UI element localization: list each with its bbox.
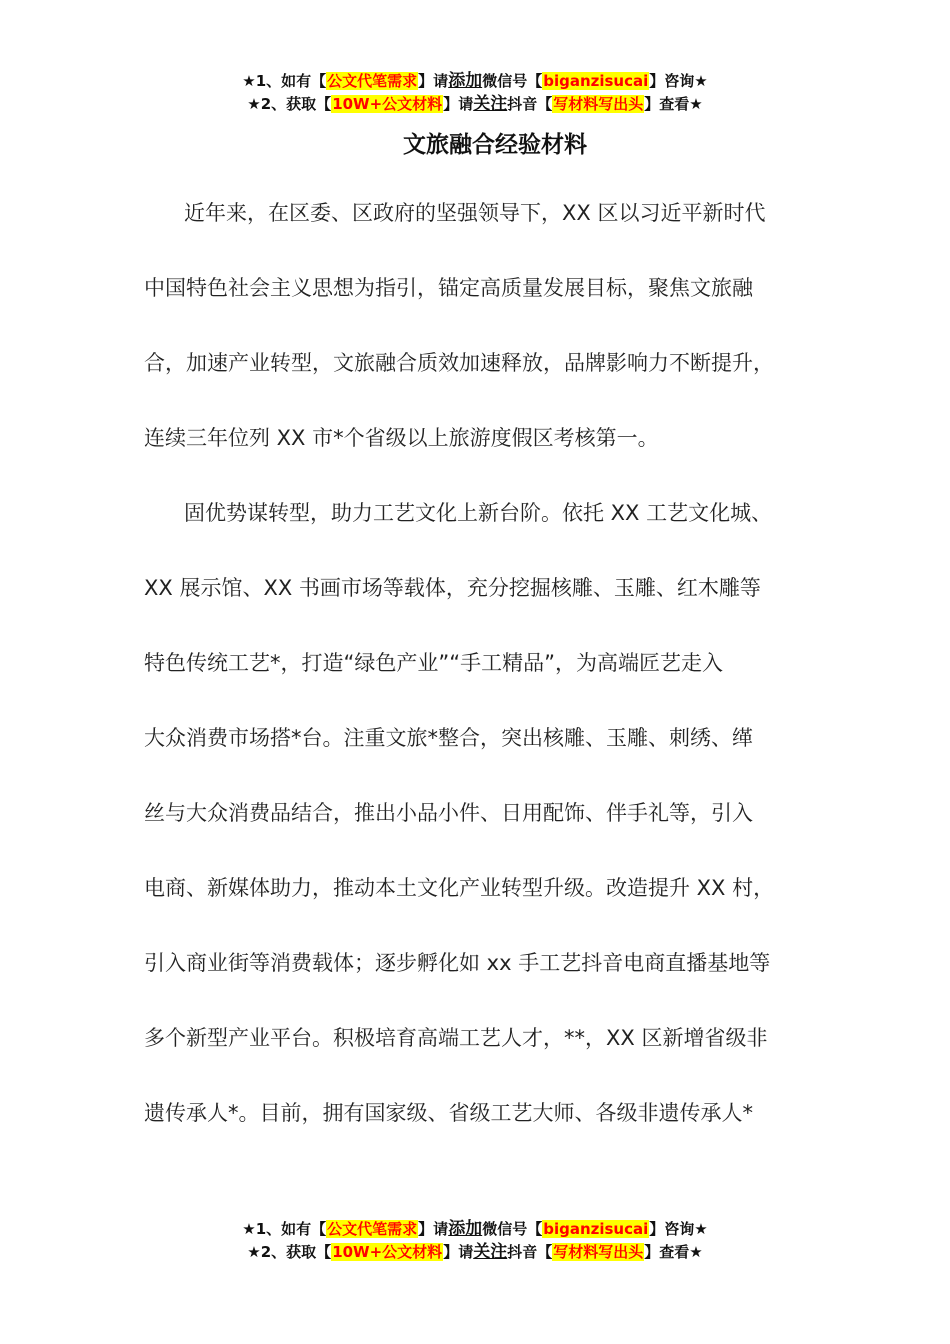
- paragraph-intro: [144, 176, 812, 476]
- text-line: 大众消费市场搭*台。注重文旅*整合，突出核雕、玉雕、刺绣、缂: [144, 726, 753, 750]
- text-line: 电商、新媒体助力，推动本土文化产业转型升级。改造提升 XX 村，: [144, 876, 775, 900]
- text-line: 特色传统工艺*，打造“绿色产业”“手工精品”，为高端匠艺走入: [144, 651, 724, 675]
- promo-douyin-id: 写材料写出头: [553, 95, 644, 113]
- promo-text: ★2、获取【: [247, 1243, 332, 1261]
- promo-line-1: [0, 1218, 950, 1241]
- promo-text: 抖音【: [507, 95, 553, 113]
- promo-header-top: [0, 70, 950, 116]
- promo-line-1: [0, 70, 950, 93]
- text-line: 固优势谋转型，助力工艺文化上新台阶。依托 XX 工艺文化城、: [184, 501, 773, 525]
- promo-text: 】咨询★: [649, 72, 708, 90]
- promo-highlight: 10W+公文材料: [332, 1243, 443, 1261]
- text-line: XX 展示馆、XX 书画市场等载体，充分挖掘核雕、玉雕、红木雕等: [144, 576, 761, 600]
- promo-highlight: 公文代笔需求: [327, 1220, 418, 1238]
- promo-text: 】请: [418, 1220, 449, 1238]
- text-line: 中国特色社会主义思想为指引，锚定高质量发展目标，聚焦文旅融: [144, 276, 753, 300]
- text-line: 遗传承人*。目前，拥有国家级、省级工艺大师、各级非遗传承人*: [144, 1101, 753, 1125]
- text-line: 引入商业街等消费载体；逐步孵化如 xx 手工艺抖音电商直播基地等: [144, 951, 771, 975]
- promo-douyin-id: 写材料写出头: [553, 1243, 644, 1261]
- promo-emphasis: 关注: [473, 94, 508, 114]
- promo-text: 】请: [418, 72, 449, 90]
- promo-emphasis: 添加: [448, 1219, 483, 1239]
- promo-wechat-id: biganzisucai: [543, 72, 649, 90]
- promo-text: 】请: [443, 1243, 474, 1261]
- promo-text: 】咨询★: [649, 1220, 708, 1238]
- promo-text: 】查看★: [644, 95, 703, 113]
- promo-text: 】请: [443, 95, 474, 113]
- document-body: [144, 176, 812, 1151]
- promo-line-2: [0, 93, 950, 116]
- promo-text: 抖音【: [507, 1243, 553, 1261]
- promo-text: ★1、如有【: [242, 72, 327, 90]
- promo-footer-bottom: [0, 1218, 950, 1264]
- promo-text: 】查看★: [644, 1243, 703, 1261]
- text-line: 合，加速产业转型，文旅融合质效加速释放，品牌影响力不断提升，: [144, 351, 774, 375]
- text-line: 连续三年位列 XX 市*个省级以上旅游度假区考核第一。: [144, 426, 659, 450]
- promo-highlight: 10W+公文材料: [332, 95, 443, 113]
- document-title: 文旅融合经验材料: [403, 132, 587, 158]
- promo-text: ★1、如有【: [242, 1220, 327, 1238]
- paragraph-craft-culture: [144, 476, 812, 1151]
- promo-text: ★2、获取【: [247, 95, 332, 113]
- text-line: 多个新型产业平台。积极培育高端工艺人才，**，XX 区新增省级非: [144, 1026, 768, 1050]
- promo-highlight: 公文代笔需求: [327, 72, 418, 90]
- promo-emphasis: 添加: [448, 71, 483, 91]
- promo-line-2: [0, 1241, 950, 1264]
- promo-emphasis: 关注: [473, 1242, 508, 1262]
- promo-wechat-id: biganzisucai: [543, 1220, 649, 1238]
- promo-text: 微信号【: [482, 1220, 543, 1238]
- text-line: 丝与大众消费品结合，推出小品小件、日用配饰、伴手礼等，引入: [144, 801, 753, 825]
- text-line: 近年来，在区委、区政府的坚强领导下，XX 区以习近平新时代: [184, 201, 766, 225]
- promo-text: 微信号【: [482, 72, 543, 90]
